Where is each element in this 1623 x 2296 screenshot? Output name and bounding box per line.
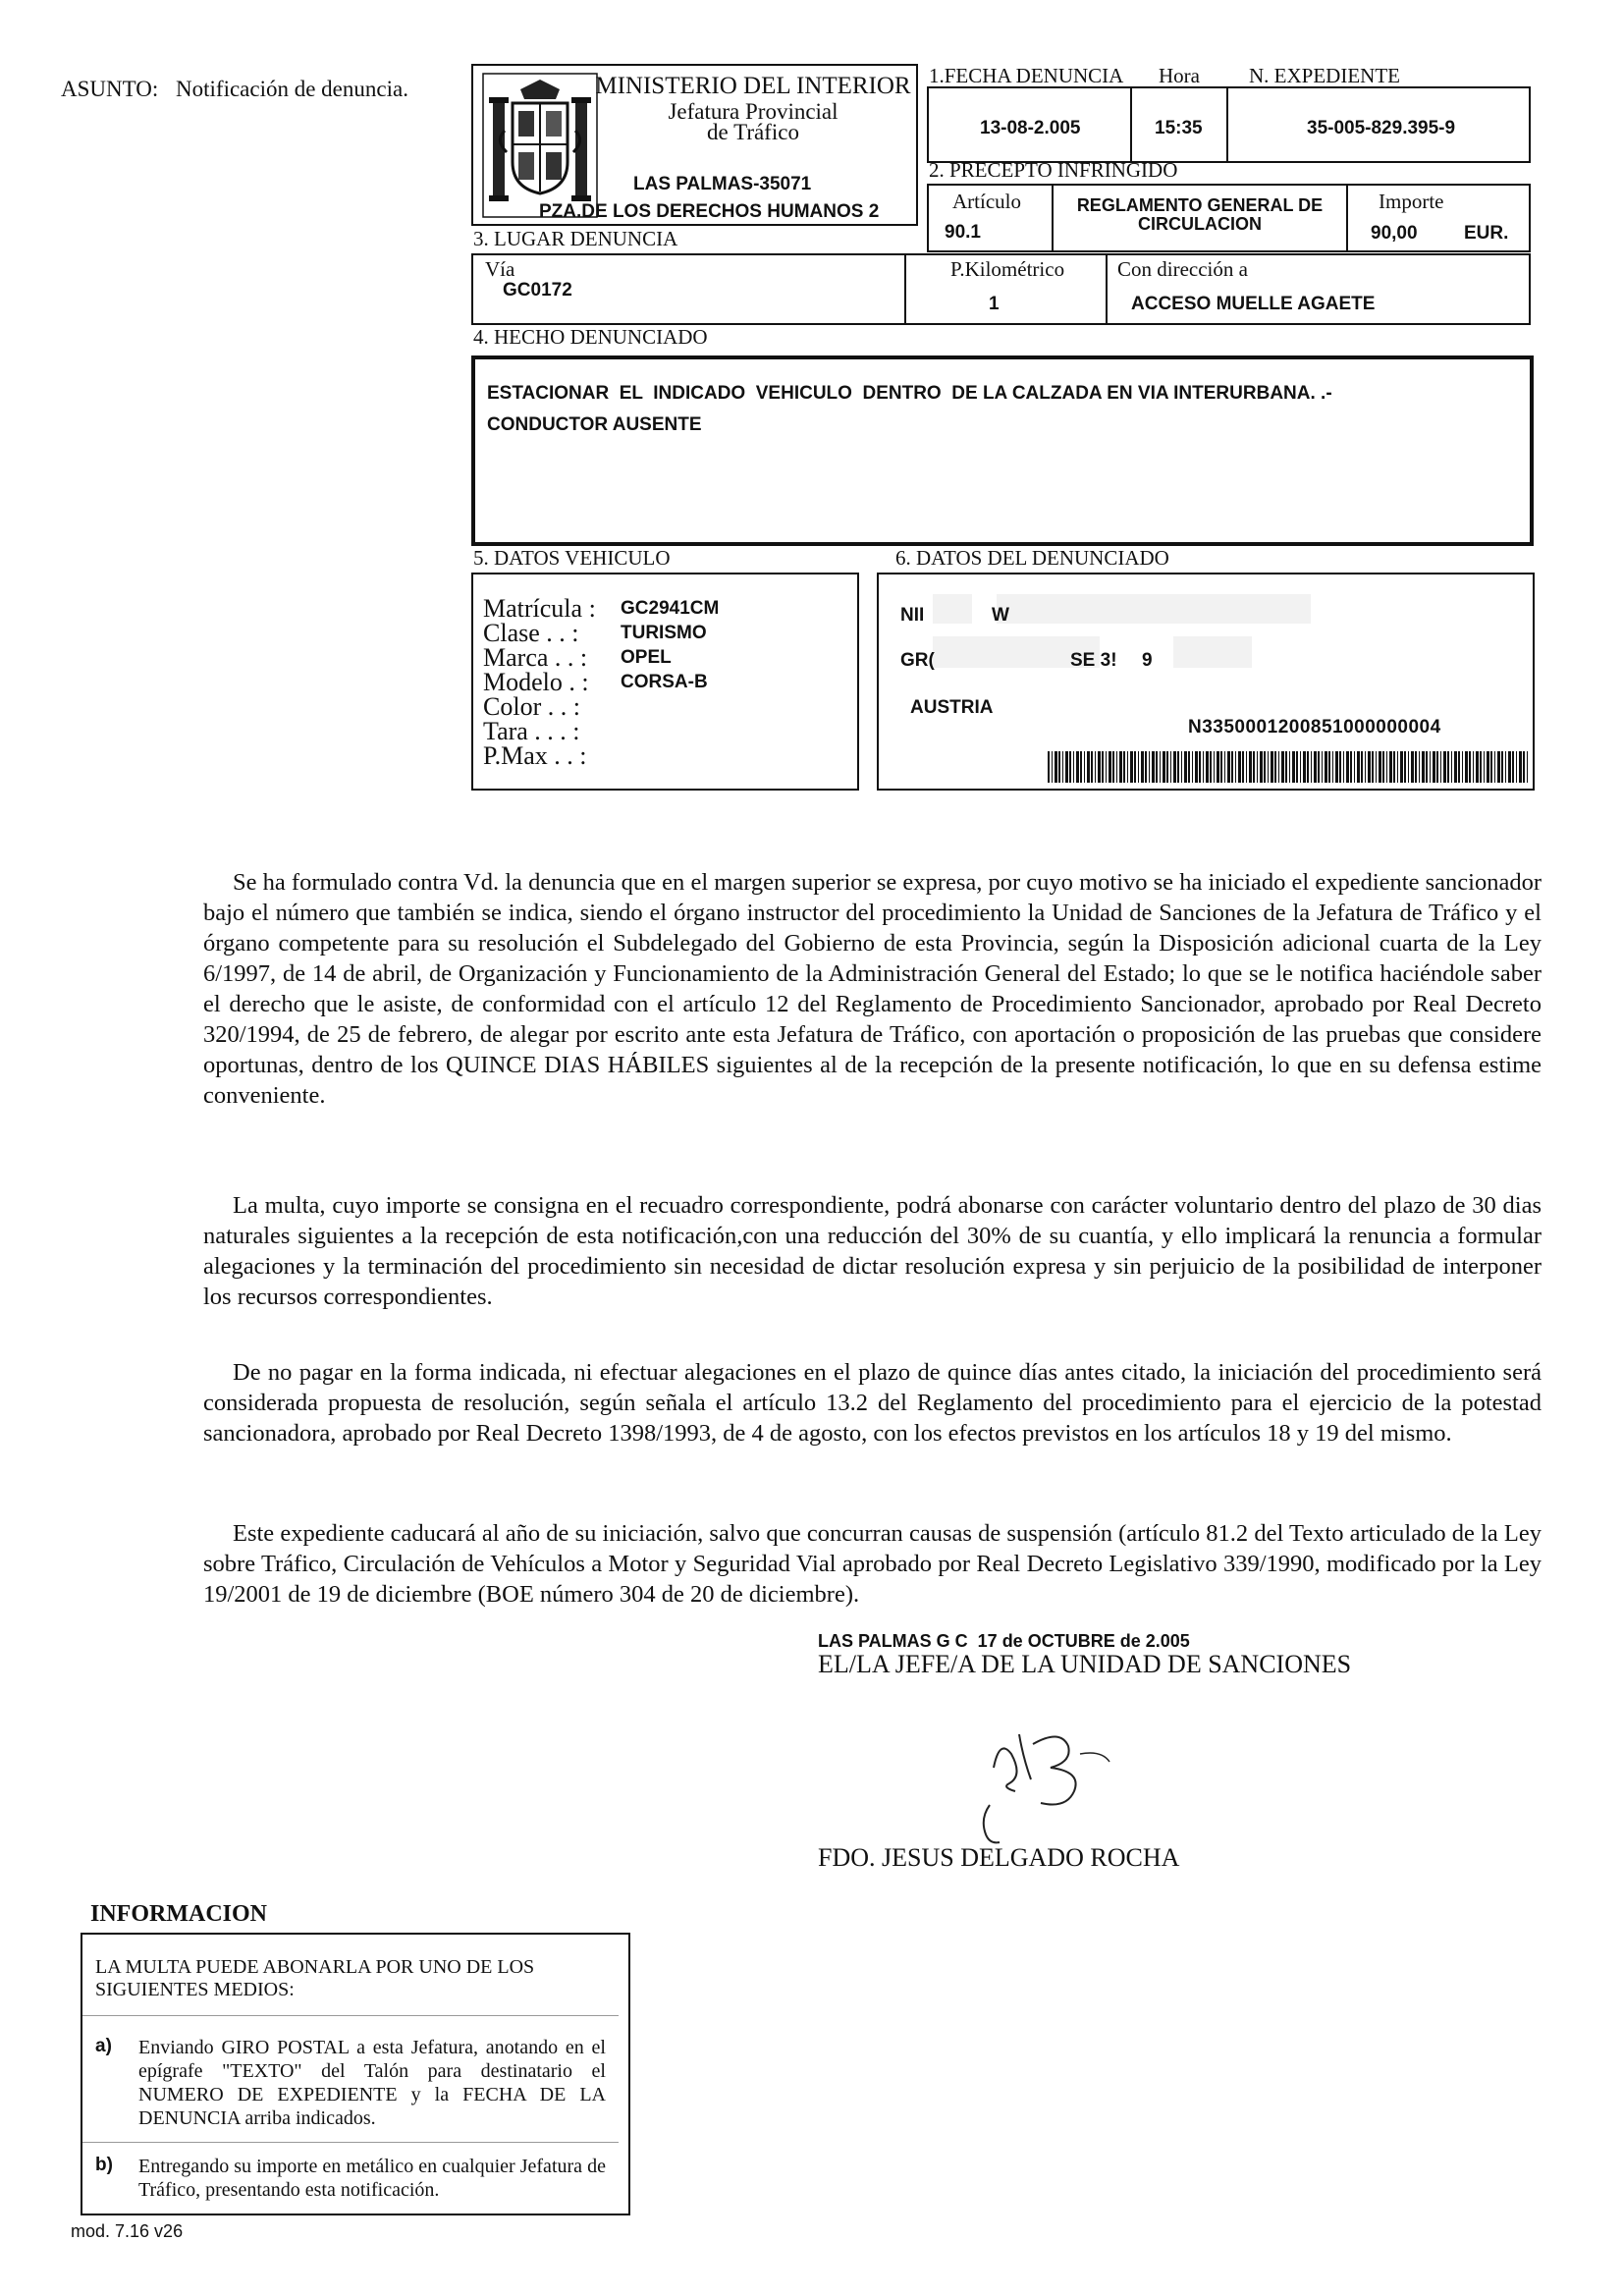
jefatura-line1: Jefatura Provincial bbox=[668, 99, 839, 124]
hecho-box bbox=[471, 355, 1534, 546]
paragraph-1: Se ha formulado contra Vd. la denuncia que en el margen superior se expresa, por cuyo motivo se ha iniciado el expediente sancionador bajo el número que también se indica, siendo el órgano instructor del procedimiento la Unidad de Sanciones de la Jefatura de Tráfico y el órgano competente para su resolución el Subdelegado del Gobierno de esta Provincia, según la Disposición adicional cuarta de la Ley 6/1997, de 14 de abril, de Organización y Funcionamiento de la Administración General del Estado; lo que se le notifica haciéndole saber el derecho que le asiste, de conformidad con el artículo 12 del Reglamento de Procedimiento Sancionador, aprobado por Real Decreto 320/1994, de 25 de febrero, de alegar por escrito ante esta Jefatura de Tráfico, con aportación o proposición de las pruebas que considere oportunas, dentro de los QUINCE DIAS HÁBILES siguientes al de la recepción de la presente notificación, lo que en su defensa estime conveniente. bbox=[203, 869, 1542, 1109]
direccion-value: ACCESO MUELLE AGAETE bbox=[1131, 294, 1376, 314]
vehiculo-row: Color . . : bbox=[483, 692, 580, 721]
denunciado-line1-a: NII bbox=[900, 605, 925, 626]
denunciado-box bbox=[877, 573, 1535, 791]
ministry-name: MINISTERIO DEL INTERIOR bbox=[595, 73, 911, 99]
precepto-box bbox=[927, 184, 1531, 252]
vehiculo-row: Clase . . : TURISMO bbox=[483, 619, 707, 647]
importe-label: Importe bbox=[1379, 190, 1444, 213]
vehiculo-row: P.Max . . : bbox=[483, 741, 587, 770]
paragraph-2: La multa, cuyo importe se consigna en el recuadro correspondiente, podrá abonarse con carácter voluntario dentro del plazo de 30 dias naturales siguientes a la recepción de esta notificación,con una reducción del 30% de su cuantía, y ello implicará la renuncia a formular alegaciones y la terminación del procedimiento sin necesidad de dictar resolución expresa y sin perjuicio de la posibilidad de interponer los recursos correspondientes. bbox=[203, 1192, 1542, 1310]
pk-label: P.Kilométrico bbox=[950, 257, 1065, 281]
articulo-label: Artículo bbox=[952, 190, 1021, 213]
info-b-text: Entregando su importe en metálico en cualquier Jefatura de Tráfico, presentando esta notificación. bbox=[138, 2156, 606, 2201]
denunciado-country: AUSTRIA bbox=[910, 697, 994, 718]
denunciado-label: 6. DATOS DEL DENUNCIADO bbox=[895, 546, 1169, 570]
lugar-label: 3. LUGAR DENUNCIA bbox=[473, 227, 678, 250]
vehiculo-box bbox=[471, 573, 859, 791]
fecha-label: 1.FECHA DENUNCIA bbox=[929, 64, 1124, 87]
info-a-letter: a) bbox=[95, 2036, 112, 2056]
ministry-box bbox=[471, 64, 918, 226]
reglamento-line1: REGLAMENTO GENERAL DE bbox=[1076, 195, 1324, 215]
importe-value: 90,00 bbox=[1371, 223, 1418, 244]
asunto bbox=[61, 77, 408, 102]
precepto-label: 2. PRECEPTO INFRINGIDO bbox=[929, 158, 1178, 182]
hora-label: Hora bbox=[1159, 64, 1200, 87]
form-code: mod. 7.16 v26 bbox=[71, 2221, 184, 2241]
vehiculo-row: Modelo . : CORSA-B bbox=[483, 668, 708, 696]
vehiculo-label: 5. DATOS VEHICULO bbox=[473, 546, 671, 570]
info-box bbox=[81, 1933, 630, 2215]
redaction bbox=[1173, 636, 1252, 668]
info-intro: LA MULTA PUEDE ABONARLA POR UNO DE LOS SIGUIENTES MEDIOS: bbox=[95, 1956, 535, 2000]
jefatura-line2: de Tráfico bbox=[707, 120, 799, 144]
info-title: INFORMACION bbox=[90, 1901, 267, 1927]
fecha-box bbox=[927, 86, 1531, 163]
vehiculo-row: Matrícula : GC2941CM bbox=[483, 594, 720, 623]
lugar-box bbox=[471, 253, 1531, 325]
info-item-b bbox=[95, 2155, 606, 2202]
expediente-value: 35-005-829.395-9 bbox=[1307, 118, 1456, 138]
signature-date: LAS PALMAS G C 17 de OCTUBRE de 2.005 bbox=[818, 1631, 1190, 1651]
denunciado-line2-a: GR( bbox=[900, 650, 935, 671]
vehiculo-list bbox=[483, 596, 719, 768]
reglamento-line2: CIRCULACION bbox=[1138, 214, 1262, 234]
office-address: PZA.DE LOS DERECHOS HUMANOS 2 bbox=[539, 201, 880, 222]
info-b-letter: b) bbox=[95, 2155, 113, 2175]
via-label: Vía bbox=[485, 257, 515, 281]
info-item-a bbox=[95, 2036, 606, 2130]
paragraph-4: Este expediente caducará al año de su iniciación, salvo que concurran causas de suspensión (artículo 81.2 del Texto articulado de la Ley sobre Tráfico, Circulación de Vehículos a Motor y Seguridad Vial aprobado por Real Decreto Legislativo 339/1990, modificado por la Ley 19/2001 de 19 de diciembre (BOE número 304 de 20 de diciembre). bbox=[203, 1520, 1542, 1608]
denunciado-line1-b: W bbox=[992, 605, 1009, 626]
signature-name: FDO. JESUS DELGADO ROCHA bbox=[818, 1843, 1180, 1872]
barcode-icon bbox=[1048, 751, 1529, 783]
info-a-text: Enviando GIRO POSTAL a esta Jefatura, anotando en el epígrafe "TEXTO" del Talón para destinatario el NUMERO DE EXPEDIENTE y la FECHA DE LA DENUNCIA arriba indicados. bbox=[138, 2037, 606, 2129]
signature-role: EL/LA JEFE/A DE LA UNIDAD DE SANCIONES bbox=[818, 1650, 1352, 1678]
articulo-value: 90.1 bbox=[945, 222, 981, 243]
denunciado-code: N3350001200851000000004 bbox=[1188, 717, 1441, 738]
hora-value: 15:35 bbox=[1155, 118, 1203, 138]
hecho-line1: ESTACIONAR EL INDICADO VEHICULO DENTRO DE LA CALZADA EN VIA INTERURBANA. .- bbox=[487, 383, 1332, 404]
coat-of-arms-icon bbox=[481, 72, 599, 219]
office-city: LAS PALMAS-35071 bbox=[633, 174, 812, 194]
denunciado-line2-b: SE 3! bbox=[1070, 650, 1117, 671]
handwritten-signature-icon bbox=[972, 1689, 1149, 1846]
hecho-line2: CONDUCTOR AUSENTE bbox=[487, 414, 702, 435]
asunto-text: Notificación de denuncia. bbox=[176, 77, 408, 101]
vehiculo-row: Marca . . : OPEL bbox=[483, 643, 672, 672]
pk-value: 1 bbox=[989, 294, 1000, 314]
paragraph-3: De no pagar en la forma indicada, ni efectuar alegaciones en el plazo de quince días antes citado, la iniciación del procedimiento será considerada propuesta de resolución, según señala el artículo 13.2 del Reglamento del procedimiento para el ejercicio de la potestad sancionadora, aprobado por Real Decreto 1398/1993, de 4 de agosto, con los efectos previstos en los artículos 18 y 19 del mismo. bbox=[203, 1359, 1542, 1447]
expediente-label: N. EXPEDIENTE bbox=[1249, 64, 1400, 87]
denunciado-line2-c: 9 bbox=[1142, 650, 1153, 671]
vehiculo-row: Tara . . . : bbox=[483, 717, 580, 745]
redaction bbox=[997, 594, 1311, 624]
via-value: GC0172 bbox=[503, 280, 572, 301]
hecho-label: 4. HECHO DENUNCIADO bbox=[473, 325, 708, 349]
asunto-label: ASUNTO: bbox=[61, 77, 159, 101]
redaction bbox=[933, 594, 972, 624]
fecha-value: 13-08-2.005 bbox=[980, 118, 1081, 138]
importe-currency: EUR. bbox=[1464, 223, 1509, 244]
reglamento bbox=[1054, 196, 1346, 234]
direccion-label: Con dirección a bbox=[1117, 257, 1248, 281]
info-content bbox=[95, 1956, 606, 2202]
